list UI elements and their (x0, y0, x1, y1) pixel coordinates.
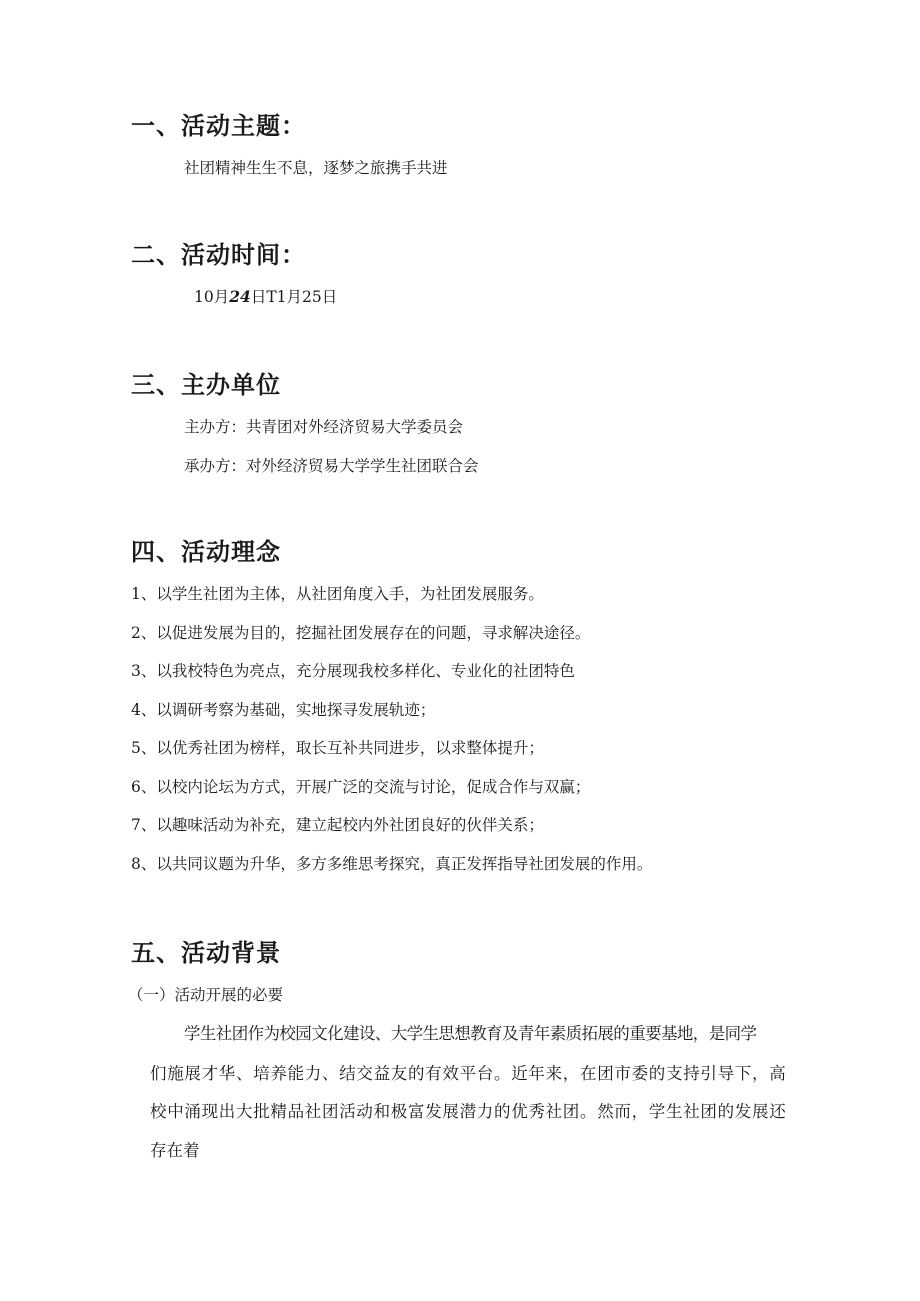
section-heading-theme: 一、活动主题： (131, 112, 306, 140)
philosophy-item: 2、以促进发展为目的，挖掘社团发展存在的问题，寻求解决途径。 (131, 624, 591, 642)
section-heading-time: 二、活动时间： (131, 241, 306, 269)
date-day: 24 (229, 287, 251, 306)
section-heading-organizers: 三、主办单位 (131, 371, 281, 399)
philosophy-item: 6、以校内论坛为方式，开展广泛的交流与讨论，促成合作与双赢； (131, 778, 591, 796)
subsection-heading-necessity: （一）活动开展的必要 (128, 986, 284, 1004)
activity-date (194, 287, 337, 307)
section-heading-philosophy: 四、活动理念 (131, 538, 281, 566)
philosophy-item: 7、以趣味活动为补充，建立起校内外社团良好的伙伴关系； (131, 816, 544, 834)
section-heading-background: 五、活动背景 (131, 939, 281, 967)
theme-text: 社团精神生生不息，逐梦之旅携手共进 (184, 159, 448, 177)
philosophy-item: 3、以我校特色为亮点，充分展现我校多样化、专业化的社团特色 (131, 662, 575, 680)
philosophy-item: 1、以学生社团为主体，从社团角度入手，为社团发展服务。 (131, 585, 544, 603)
background-paragraph-line: 们施展才华、培养能力、结交益友的有效平台。近年来，在团市委的支持引导下，高 (150, 1064, 787, 1083)
host-organization: 主办方：共青团对外经济贸易大学委员会 (184, 418, 464, 436)
background-paragraph-line: 校中涌现出大批精品社团活动和极富发展潜力的优秀社团。然而，学生社团的发展还 (150, 1102, 787, 1121)
date-rest: 日T1月25日 (250, 288, 338, 306)
philosophy-item: 4、以调研考察为基础，实地探寻发展轨迹； (131, 701, 436, 719)
background-paragraph-line: 存在着 (150, 1141, 200, 1160)
organizing-unit: 承办方：对外经济贸易大学学生社团联合会 (184, 457, 479, 475)
background-paragraph-line: 学生社团作为校园文化建设、大学生思想教育及青年素质拓展的重要基地，是同学 (184, 1024, 757, 1043)
philosophy-item: 5、以优秀社团为榜样，取长互补共同进步，以求整体提升； (131, 739, 544, 757)
date-month: 10月 (194, 288, 230, 306)
philosophy-item: 8、以共同议题为升华，多方多维思考探究，真正发挥指导社团发展的作用。 (131, 855, 653, 873)
